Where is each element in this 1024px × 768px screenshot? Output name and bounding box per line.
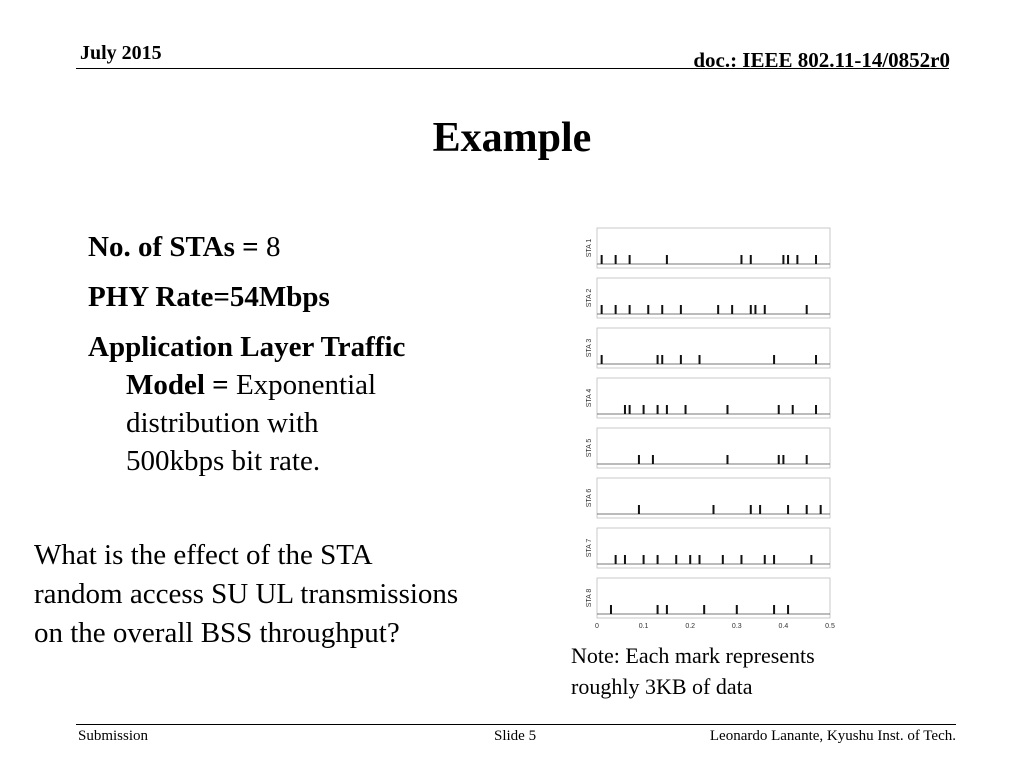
transmission-mark bbox=[750, 305, 752, 314]
transmission-mark bbox=[666, 255, 668, 264]
chart-svg bbox=[560, 220, 840, 632]
transmission-mark bbox=[657, 405, 659, 414]
x-tick-label: 0.2 bbox=[685, 623, 696, 630]
bullet-phy-rate bbox=[88, 278, 508, 316]
bullet-sta-count bbox=[88, 228, 508, 266]
transmission-mark bbox=[726, 405, 728, 414]
header-divider bbox=[76, 68, 949, 69]
transmission-mark bbox=[815, 405, 817, 414]
question-line: on the overall BSS throughput? bbox=[34, 617, 400, 649]
bullet-continuation bbox=[88, 366, 508, 404]
transmission-mark bbox=[815, 355, 817, 364]
transmission-mark bbox=[615, 305, 617, 314]
note-line: Note: Each mark represents bbox=[571, 643, 815, 668]
x-tick-label: 0 bbox=[595, 623, 599, 630]
transmission-mark bbox=[643, 405, 645, 414]
trace-label: STA 7 bbox=[586, 538, 593, 558]
transmission-mark bbox=[778, 405, 780, 414]
transmission-mark bbox=[629, 405, 631, 414]
trace-panel-frame bbox=[597, 278, 830, 318]
transmission-mark bbox=[601, 255, 603, 264]
footer-author: Leonardo Lanante, Kyushu Inst. of Tech. bbox=[709, 728, 956, 744]
transmission-mark bbox=[685, 405, 687, 414]
trace-panel-frame bbox=[597, 428, 830, 468]
bullet-label-cont: Model = bbox=[126, 369, 236, 401]
transmission-mark bbox=[624, 555, 626, 564]
trace-label: STA 4 bbox=[586, 388, 593, 408]
transmission-mark bbox=[666, 405, 668, 414]
transmission-mark bbox=[726, 455, 728, 464]
transmission-mark bbox=[820, 505, 822, 514]
transmission-mark bbox=[782, 255, 784, 264]
bullet-label: No. of STAs = bbox=[88, 231, 266, 263]
transmission-mark bbox=[615, 555, 617, 564]
question-line: random access SU UL transmissions bbox=[34, 578, 459, 610]
transmission-mark bbox=[643, 555, 645, 564]
transmission-mark bbox=[629, 305, 631, 314]
header-date: July 2015 bbox=[80, 42, 162, 64]
transmission-mark bbox=[717, 305, 719, 314]
transmission-mark bbox=[754, 305, 756, 314]
bullet-label: PHY Rate=54Mbps bbox=[88, 281, 330, 313]
transmission-mark bbox=[787, 505, 789, 514]
transmission-mark bbox=[624, 405, 626, 414]
question-line: What is the effect of the STA bbox=[34, 539, 373, 571]
trace-panel-frame bbox=[597, 378, 830, 418]
transmission-mark bbox=[736, 605, 738, 614]
transmission-mark bbox=[661, 355, 663, 364]
transmission-mark bbox=[778, 455, 780, 464]
trace-label: STA 6 bbox=[586, 488, 593, 508]
footer-divider bbox=[76, 724, 956, 725]
transmission-mark bbox=[764, 555, 766, 564]
transmission-mark bbox=[750, 505, 752, 514]
note-line: roughly 3KB of data bbox=[571, 674, 753, 699]
transmission-mark bbox=[806, 455, 808, 464]
trace-panel-frame bbox=[597, 578, 830, 618]
parameter-list bbox=[88, 228, 508, 492]
transmission-mark bbox=[792, 405, 794, 414]
transmission-mark bbox=[810, 555, 812, 564]
x-tick-label: 0.3 bbox=[731, 623, 742, 630]
transmission-mark bbox=[796, 255, 798, 264]
transmission-mark bbox=[661, 305, 663, 314]
trace-panel-frame bbox=[597, 528, 830, 568]
transmission-mark bbox=[629, 255, 631, 264]
transmission-mark bbox=[787, 255, 789, 264]
slide-title: Example bbox=[432, 115, 592, 161]
transmission-mark bbox=[759, 505, 761, 514]
bullet-value-line2: distribution with bbox=[126, 407, 319, 439]
transmission-mark bbox=[638, 505, 640, 514]
transmission-mark bbox=[675, 555, 677, 564]
transmission-mark bbox=[666, 605, 668, 614]
transmission-mark bbox=[740, 255, 742, 264]
transmission-mark bbox=[647, 305, 649, 314]
transmission-mark bbox=[601, 355, 603, 364]
transmission-mark bbox=[699, 355, 701, 364]
transmission-mark bbox=[722, 555, 724, 564]
trace-label: STA 5 bbox=[586, 438, 593, 458]
trace-label: STA 2 bbox=[586, 288, 593, 308]
transmission-mark bbox=[750, 255, 752, 264]
transmission-mark bbox=[657, 355, 659, 364]
transmission-mark bbox=[638, 455, 640, 464]
trace-panel-frame bbox=[597, 328, 830, 368]
trace-label: STA 3 bbox=[586, 338, 593, 358]
transmission-mark bbox=[787, 605, 789, 614]
trace-label: STA 1 bbox=[586, 238, 593, 258]
header-document-id: doc.: IEEE 802.11-14/0852r0 bbox=[693, 48, 950, 72]
chart-note bbox=[571, 640, 891, 702]
transmission-mark bbox=[713, 505, 715, 514]
transmission-mark bbox=[815, 255, 817, 264]
transmission-mark bbox=[731, 305, 733, 314]
transmission-mark bbox=[657, 555, 659, 564]
transmission-mark bbox=[610, 605, 612, 614]
transmission-mark bbox=[699, 555, 701, 564]
transmission-mark bbox=[773, 355, 775, 364]
bullet-value: Exponential bbox=[235, 369, 377, 401]
bullet-value: 8 bbox=[265, 231, 281, 263]
trace-panel-frame bbox=[597, 228, 830, 268]
transmission-mark bbox=[773, 605, 775, 614]
x-tick-label: 0.4 bbox=[778, 623, 789, 630]
transmission-mark bbox=[615, 255, 617, 264]
transmission-mark bbox=[703, 605, 705, 614]
transmission-mark bbox=[652, 455, 654, 464]
x-tick-label: 0.5 bbox=[825, 623, 835, 630]
question-text bbox=[34, 536, 554, 653]
transmission-mark bbox=[806, 505, 808, 514]
transmission-mark bbox=[782, 455, 784, 464]
transmission-mark bbox=[601, 305, 603, 314]
transmission-mark bbox=[773, 555, 775, 564]
transmission-mark bbox=[689, 555, 691, 564]
footer-submission: Submission bbox=[78, 728, 149, 744]
bullet-value-line3: 500kbps bit rate. bbox=[126, 445, 321, 477]
slide-number: Slide 5 bbox=[494, 728, 537, 744]
transmission-mark bbox=[657, 605, 659, 614]
transmission-mark bbox=[764, 305, 766, 314]
transmission-mark bbox=[680, 355, 682, 364]
sta-transmission-chart bbox=[560, 220, 840, 637]
transmission-mark bbox=[680, 305, 682, 314]
transmission-mark bbox=[740, 555, 742, 564]
transmission-mark bbox=[806, 305, 808, 314]
bullet-traffic-model bbox=[88, 328, 508, 480]
trace-label: STA 8 bbox=[586, 588, 593, 608]
bullet-label: Application Layer Traffic bbox=[88, 331, 406, 363]
x-tick-label: 0.1 bbox=[638, 623, 649, 630]
